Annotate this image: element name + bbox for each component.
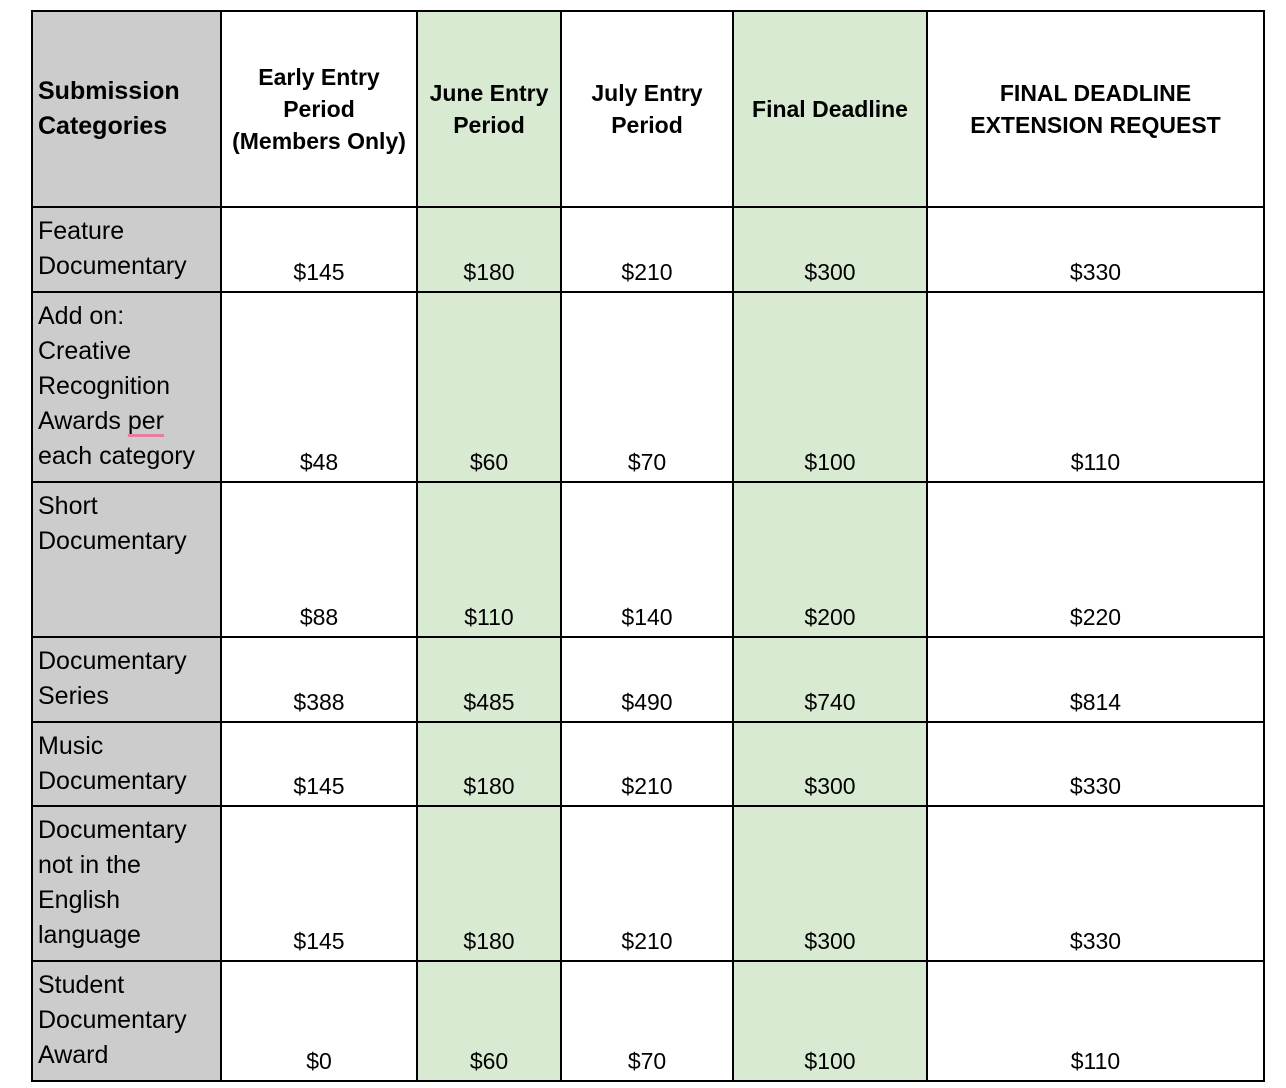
fee-cell: $70 [561, 961, 733, 1081]
fee-table [31, 10, 1265, 1082]
fee-cell: $210 [561, 722, 733, 806]
fee-cell: $490 [561, 637, 733, 722]
table-row [32, 961, 1264, 1081]
fee-cell: $70 [561, 292, 733, 482]
category-cell: Feature Documentary [32, 207, 221, 292]
fee-cell: $100 [733, 292, 927, 482]
fee-cell: $145 [221, 207, 417, 292]
header-row [32, 11, 1264, 207]
fee-cell: $180 [417, 806, 561, 961]
header-june-entry-period: June Entry Period [417, 11, 561, 207]
header-early-entry-period: Early Entry Period (Members Only) [221, 11, 417, 207]
fee-table-body [32, 207, 1264, 1081]
fee-cell: $330 [927, 722, 1264, 806]
header-final-deadline: Final Deadline [733, 11, 927, 207]
fee-cell: $110 [417, 482, 561, 637]
fee-cell: $388 [221, 637, 417, 722]
header-final-deadline-extension: FINAL DEADLINE EXTENSION REQUEST [927, 11, 1264, 207]
fee-cell: $110 [927, 292, 1264, 482]
fee-cell: $0 [221, 961, 417, 1081]
fee-cell: $300 [733, 722, 927, 806]
category-cell: Documentary Series [32, 637, 221, 722]
category-cell: Music Documentary [32, 722, 221, 806]
table-row [32, 637, 1264, 722]
fee-cell: $145 [221, 806, 417, 961]
fee-cell: $220 [927, 482, 1264, 637]
fee-cell: $330 [927, 207, 1264, 292]
fee-cell: $180 [417, 207, 561, 292]
fee-cell: $210 [561, 806, 733, 961]
fee-cell: $60 [417, 961, 561, 1081]
fee-cell: $200 [733, 482, 927, 637]
fee-cell: $300 [733, 806, 927, 961]
fee-cell: $145 [221, 722, 417, 806]
fee-cell: $60 [417, 292, 561, 482]
category-cell: Student Documentary Award [32, 961, 221, 1081]
fee-cell: $88 [221, 482, 417, 637]
category-cell: Documentary not in the English language [32, 806, 221, 961]
fee-cell: $740 [733, 637, 927, 722]
category-cell: Short Documentary [32, 482, 221, 637]
fee-cell: $210 [561, 207, 733, 292]
table-row [32, 207, 1264, 292]
table-row [32, 482, 1264, 637]
table-row [32, 722, 1264, 806]
fee-cell: $140 [561, 482, 733, 637]
fee-cell: $110 [927, 961, 1264, 1081]
table-row [32, 292, 1264, 482]
fee-cell: $300 [733, 207, 927, 292]
header-july-entry-period: July Entry Period [561, 11, 733, 207]
table-row [32, 806, 1264, 961]
fee-cell: $100 [733, 961, 927, 1081]
fee-cell: $485 [417, 637, 561, 722]
category-cell: Add on: Creative Recognition Awards per each category [32, 292, 221, 482]
fee-cell: $330 [927, 806, 1264, 961]
fee-cell: $48 [221, 292, 417, 482]
header-submission-categories: Submission Categories [32, 11, 221, 207]
fee-cell: $814 [927, 637, 1264, 722]
fee-cell: $180 [417, 722, 561, 806]
